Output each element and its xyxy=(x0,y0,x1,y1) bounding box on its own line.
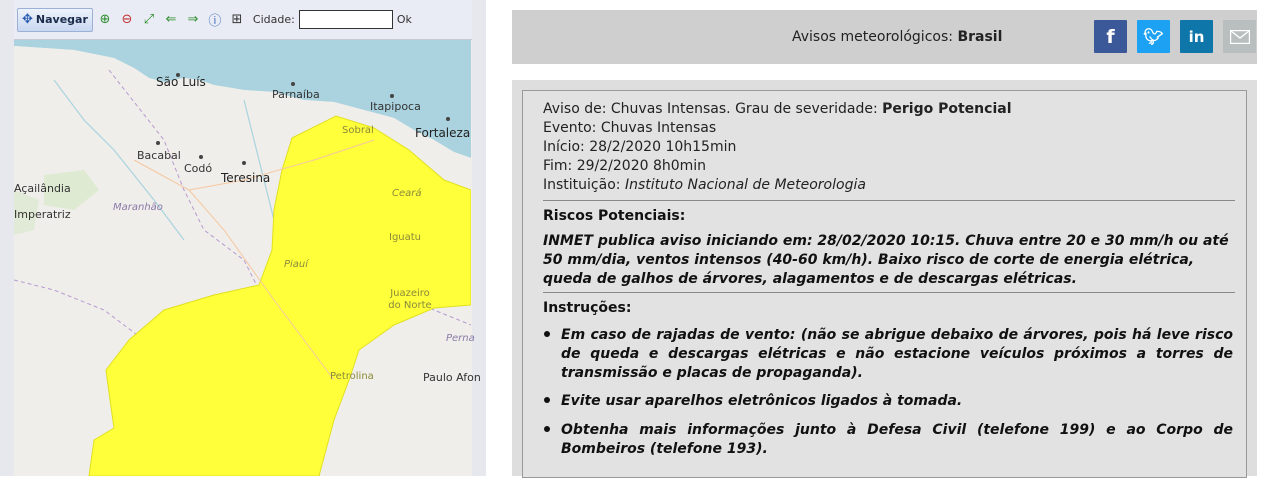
share-bar xyxy=(512,10,1257,64)
aviso-text: Aviso de: Chuvas Intensas. Grau de severidade: xyxy=(543,101,878,117)
riscos-text: INMET publica aviso iniciando em: 28/02/2020 10:15. Chuva entre 20 e 30 mm/h ou até 50 mm/dia, ventos intensos (40-60 km/h). Baixo risco de corte de energia elétrica, queda de galhos de árvores, alagamentos e de descargas elétricas. xyxy=(543,233,1229,287)
instrucao-item: Obtenha mais informações junto à Defesa Civil (telefone 199) e ao Corpo de Bombeiros (telefone 193). xyxy=(561,422,1233,457)
linkedin-icon: in xyxy=(1188,27,1205,46)
page-title-region: Brasil xyxy=(957,29,1003,45)
city-label-sao-luis: São Luís xyxy=(156,75,206,89)
facebook-icon: f xyxy=(1106,25,1115,48)
city-label-juazeiro-do-norte: Juazeiro do Norte xyxy=(388,288,432,311)
alert-panel xyxy=(512,0,1257,476)
city-label-teresina: Teresina xyxy=(221,171,271,185)
city-marker xyxy=(242,161,246,165)
twitter-icon: 🐦︎ xyxy=(1143,27,1164,46)
city-label-bacabal: Bacabal xyxy=(137,149,181,162)
city-search-input[interactable] xyxy=(299,10,393,29)
navigate-button[interactable] xyxy=(17,8,93,32)
city-label-sobral: Sobral xyxy=(342,125,374,136)
instituicao-line xyxy=(543,177,866,193)
inicio-line: Início: 28/2/2020 10h15min xyxy=(543,139,737,155)
instituicao-label: Instituição: xyxy=(543,177,621,193)
evento-line: Evento: Chuvas Intensas xyxy=(543,120,717,136)
region-label-ceara: Ceará xyxy=(392,188,422,199)
pan-icon: ✥ xyxy=(22,12,33,27)
city-label-acailandia: Açailândia xyxy=(14,182,71,195)
back-icon[interactable]: ⇐ xyxy=(165,12,177,27)
twitter-share-button[interactable] xyxy=(1137,20,1170,53)
ok-button[interactable]: Ok xyxy=(396,13,412,26)
fim-line: Fim: 29/2/2020 8h0min xyxy=(543,158,707,174)
city-marker xyxy=(156,141,160,145)
email-icon xyxy=(1230,30,1250,44)
instrucao-item: Evite usar aparelhos eletrônicos ligados à tomada. xyxy=(561,393,963,409)
city-label-parnaiba: Parnaíba xyxy=(272,88,320,101)
zoom-extent-icon[interactable]: ⤢ xyxy=(143,12,155,27)
city-marker xyxy=(291,82,295,86)
linkedin-share-button[interactable] xyxy=(1180,20,1213,53)
forward-icon[interactable]: ⇒ xyxy=(187,12,199,27)
bullet-icon xyxy=(544,331,550,337)
city-label-paulo-afonso: Paulo Afon xyxy=(423,371,481,384)
city-label-iguatu: Iguatu xyxy=(389,232,422,243)
city-label-imperatriz: Imperatriz xyxy=(14,208,71,221)
bullet-icon xyxy=(544,397,550,403)
zoom-in-icon[interactable]: ⊕ xyxy=(99,12,111,27)
zoom-out-icon[interactable]: ⊖ xyxy=(121,12,133,27)
aviso-line xyxy=(543,101,1012,117)
riscos-title: Riscos Potenciais: xyxy=(543,208,686,224)
city-marker xyxy=(446,117,450,121)
region-label-pernambuco: Perna xyxy=(446,333,475,344)
region-label-piaui: Piauí xyxy=(284,259,309,270)
city-label-codo: Codó xyxy=(184,162,213,175)
email-share-button[interactable] xyxy=(1223,20,1256,53)
city-marker xyxy=(199,155,203,159)
severity-text: Perigo Potencial xyxy=(882,101,1012,117)
info-icon[interactable]: ⓘ xyxy=(208,14,222,29)
alert-box xyxy=(522,90,1247,478)
map-toolbar xyxy=(14,0,472,40)
region-label-maranhao: Maranhão xyxy=(113,202,163,213)
city-label-itapipoca: Itapipoca xyxy=(370,100,421,113)
alert-container xyxy=(512,80,1257,476)
instrucoes-title: Instruções: xyxy=(543,300,632,316)
map-panel xyxy=(0,0,486,476)
divider xyxy=(543,200,1235,201)
city-label-fortaleza: Fortaleza xyxy=(415,126,471,140)
page-title-prefix: Avisos meteorológicos: xyxy=(792,29,953,45)
bullet-icon xyxy=(544,426,550,432)
facebook-share-button[interactable] xyxy=(1094,20,1127,53)
page-title xyxy=(792,29,1002,45)
select-box-icon[interactable]: ⊞ xyxy=(231,12,243,27)
instrucao-item: Em caso de rajadas de vento: (não se abrigue debaixo de árvores, pois há leve risco de queda e descargas elétricas e não estacione veículos próximos a torres de transmissão e placas de propaganda). xyxy=(561,327,1233,381)
city-label: Cidade: xyxy=(252,13,295,26)
instituicao-value: Instituto Nacional de Meteorologia xyxy=(624,177,866,193)
navigate-button-label: Navegar xyxy=(35,13,88,26)
city-label-petrolina: Petrolina xyxy=(330,371,374,382)
divider xyxy=(543,292,1235,293)
city-marker xyxy=(390,94,394,98)
